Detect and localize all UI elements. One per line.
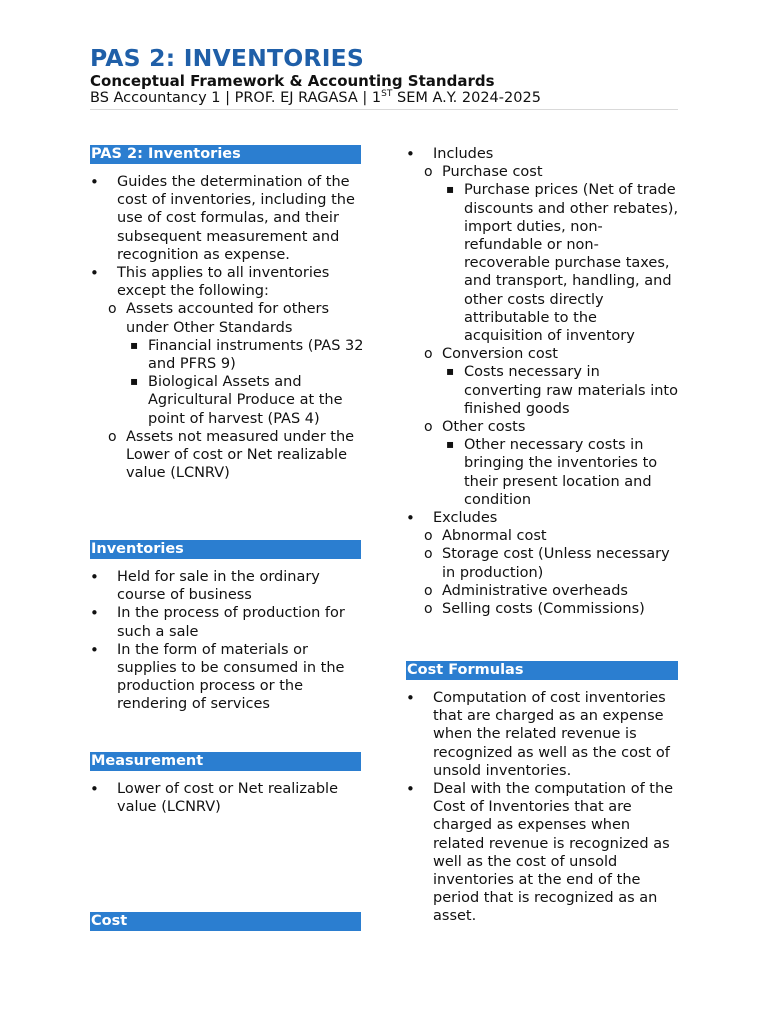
sub-list-item [108,300,365,427]
excludes-label: Excludes [433,510,498,527]
includes-label: Includes [433,146,494,162]
header-divider [90,109,678,110]
sub-list-item: o Administrative overheads [424,582,680,600]
inventories-section-body [90,568,365,714]
list-item: • In the process of production for such a sale [90,604,365,640]
sub-sub-list-item: ▪ Financial instruments (PAS 32 and PFRS 9) [130,337,365,373]
page-title: PAS 2: INVENTORIES [90,44,365,72]
cost-formulas-section-body [406,689,680,926]
list-item: • Deal with the computation of the Cost of Inventories that are charged as expenses when related revenue is recognized as well as the cost of unsold inventories at the end of the period that is recognized as an asset. [406,780,680,926]
sub-list-item [424,345,680,418]
list-item [90,264,365,482]
sub-list-item: o Assets not measured under the Lower of cost or Net realizable value (LCNRV) [108,428,365,483]
pas2-section-body [90,173,365,482]
section-heading-pas2: PAS 2: Inventories [90,145,361,164]
list-item: • Guides the determination of the cost of inventories, including the use of cost formulas, and their subsequent measurement and recognition as expense. [90,173,365,264]
list-item: • Held for sale in the ordinary course of business [90,568,365,604]
section-heading-measurement: Measurement [90,752,361,771]
sub-sub-list-item: ▪ Costs necessary in converting raw materials into finished goods [446,363,680,418]
sub-list-item [424,163,680,345]
course-info [90,90,541,106]
sub-list-item: o Storage cost (Unless necessary in production) [424,545,680,581]
sub-list-item: o Selling costs (Commissions) [424,600,680,618]
list-item-text: This applies to all inventories except the following: [117,265,330,300]
section-heading-cost: Cost [90,912,361,931]
page-subtitle: Conceptual Framework & Accounting Standards [90,72,495,90]
section-heading-inventories: Inventories [90,540,361,559]
course-info-superscript: ST [381,89,393,99]
conversion-cost-label: Conversion cost [442,346,558,363]
list-item-includes [406,145,680,509]
cost-components-body [406,145,680,618]
sub-sub-list-item: ▪ Other necessary costs in bringing the inventories to their present location and condition [446,436,680,509]
purchase-cost-label: Purchase cost [442,164,543,181]
sub-sub-list-item: ▪ Biological Assets and Agricultural Produce at the point of harvest (PAS 4) [130,373,365,428]
list-item-excludes [406,509,680,618]
section-heading-cost-formulas: Cost Formulas [406,661,678,680]
measurement-section-body [90,780,365,816]
sub-list-item [424,418,680,509]
course-info-year: SEM A.Y. 2024-2025 [392,90,541,106]
sub-list-item: o Abnormal cost [424,527,680,545]
list-item: • In the form of materials or supplies to be consumed in the production process or the rendering of services [90,641,365,714]
sub-sub-list-item: ▪ Purchase prices (Net of trade discounts and other rebates), import duties, non-refundable or non-recoverable purchase taxes, and transport, handling, and other costs directly attributable to the acquisition of inventory [446,181,680,345]
other-costs-label: Other costs [442,419,526,436]
course-info-text: BS Accountancy 1 | PROF. EJ RAGASA | 1 [90,90,382,106]
list-item: • Computation of cost inventories that are charged as an expense when the related revenue is recognized as well as the cost of unsold inventories. [406,689,680,780]
list-item: • Lower of cost or Net realizable value (LCNRV) [90,780,365,816]
sub-list-item-text: Assets accounted for others under Other Standards [126,301,330,336]
